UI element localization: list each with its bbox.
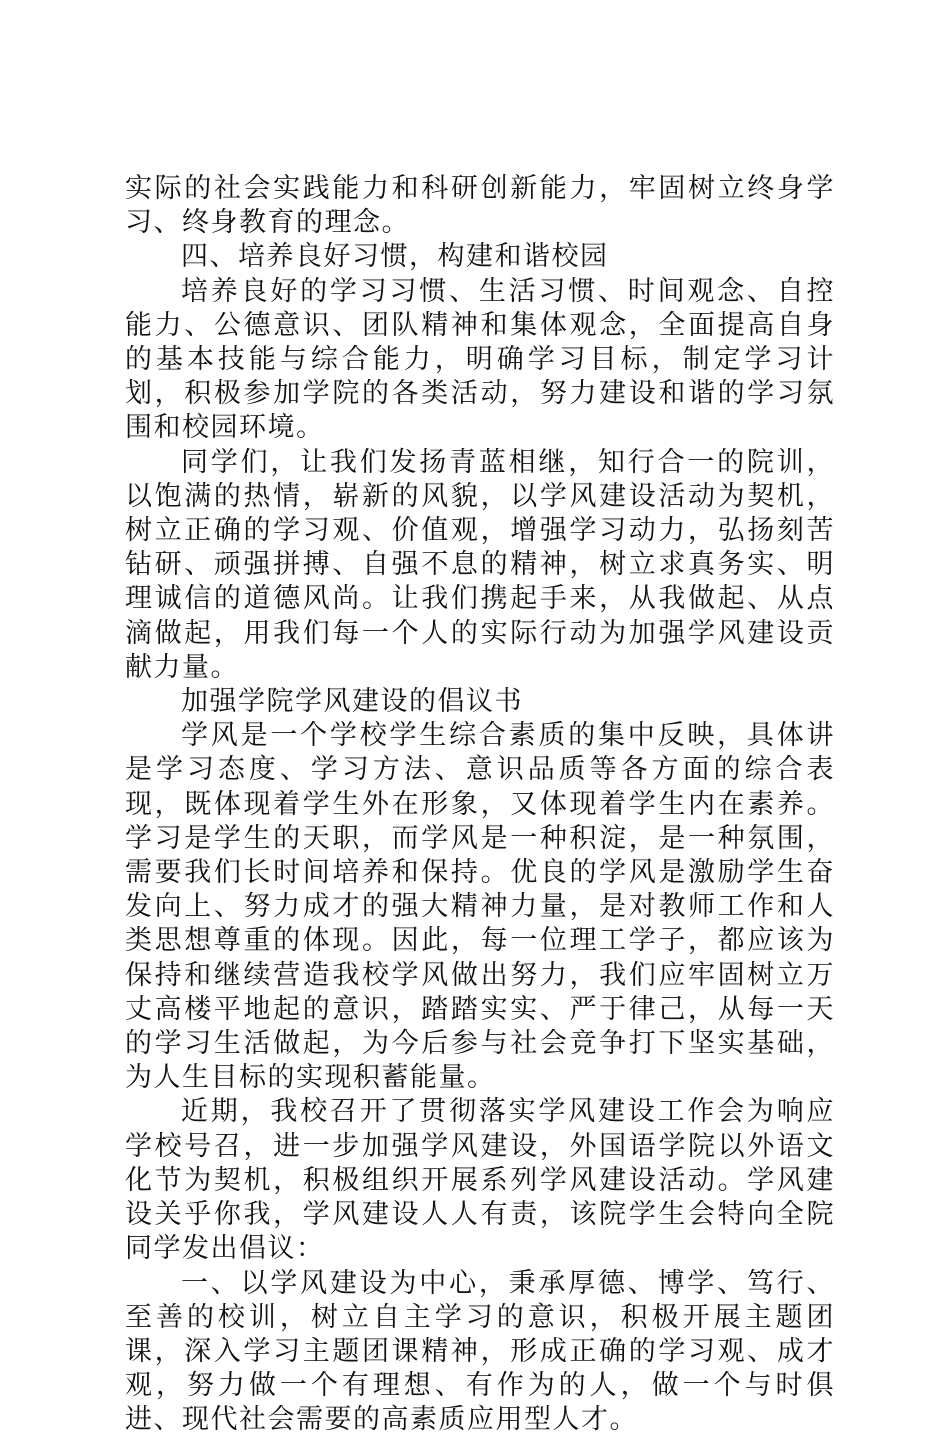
section-heading-4: 四、培养良好习惯，构建和谐校园 <box>181 241 609 273</box>
paragraph-4: 同学们，让我们发扬青蓝相继，知行合一的院训，以饱满的热情，崭新的风貌，以学风建设活动为契机，树立正确的学习观、价值观，增强学习动力，弘扬刻苦钻研、顽强拼搏、自强不息的精神，树立求真务实、明理诚信的道德风尚。让我们携起手来，从我做起、从点滴做起，用我们每一个人的实际行动为加强学风建设贡献力量。 <box>125 446 835 683</box>
document-title: 加强学院学风建设的倡议书 <box>181 686 523 718</box>
paragraph-3: 培养良好的学习习惯、生活习惯、时间观念、自控能力、公德意识、团队精神和集体观念，全面提高自身的基本技能与综合能力，明确学习目标，制定学习计划，积极参加学院的各类活动，努力建设和谐的学习氛围和校园环境。 <box>125 275 835 444</box>
document-page <box>125 172 835 1438</box>
paragraph-6: 学风是一个学校学生综合素质的集中反映，具体讲是学习态度、学习方法、意识品质等各方面的综合表现，既体现着学生外在形象，又体现着学生内在素养。学习是学生的天职，而学风是一种积淀，是一种氛围，需要我们长时间培养和保持。优良的学风是激励学生奋发向上、努力成才的强大精神力量，是对教师工作和人类思想尊重的体现。因此，每一位理工学子，都应该为保持和继续营造我校学风做出努力，我们应牢固树立万丈高楼平地起的意识，踏踏实实、严于律己，从每一天的学习生活做起，为今后参与社会竞争打下坚实基础，为人生目标的实现积蓄能量。 <box>125 720 835 1094</box>
paragraph-8: 一、以学风建设为中心，秉承厚德、博学、笃行、至善的校训，树立自主学习的意识，积极开展主题团课，深入学习主题团课精神，形成正确的学习观、成才观，努力做一个有理想、有作为的人，做一个与时俱进、现代社会需要的高素质应用型人才。 <box>125 1267 835 1436</box>
paragraph-1: 实际的社会实践能力和科研创新能力，牢固树立终身学习、终身教育的理念。 <box>125 173 835 239</box>
paragraph-7: 近期，我校召开了贯彻落实学风建设工作会为响应学校号召，进一步加强学风建设，外国语学院以外语文化节为契机，积极组织开展系列学风建设活动。学风建设关乎你我，学风建设人人有责，该院学生会特向全院同学发出倡议： <box>125 1096 835 1265</box>
